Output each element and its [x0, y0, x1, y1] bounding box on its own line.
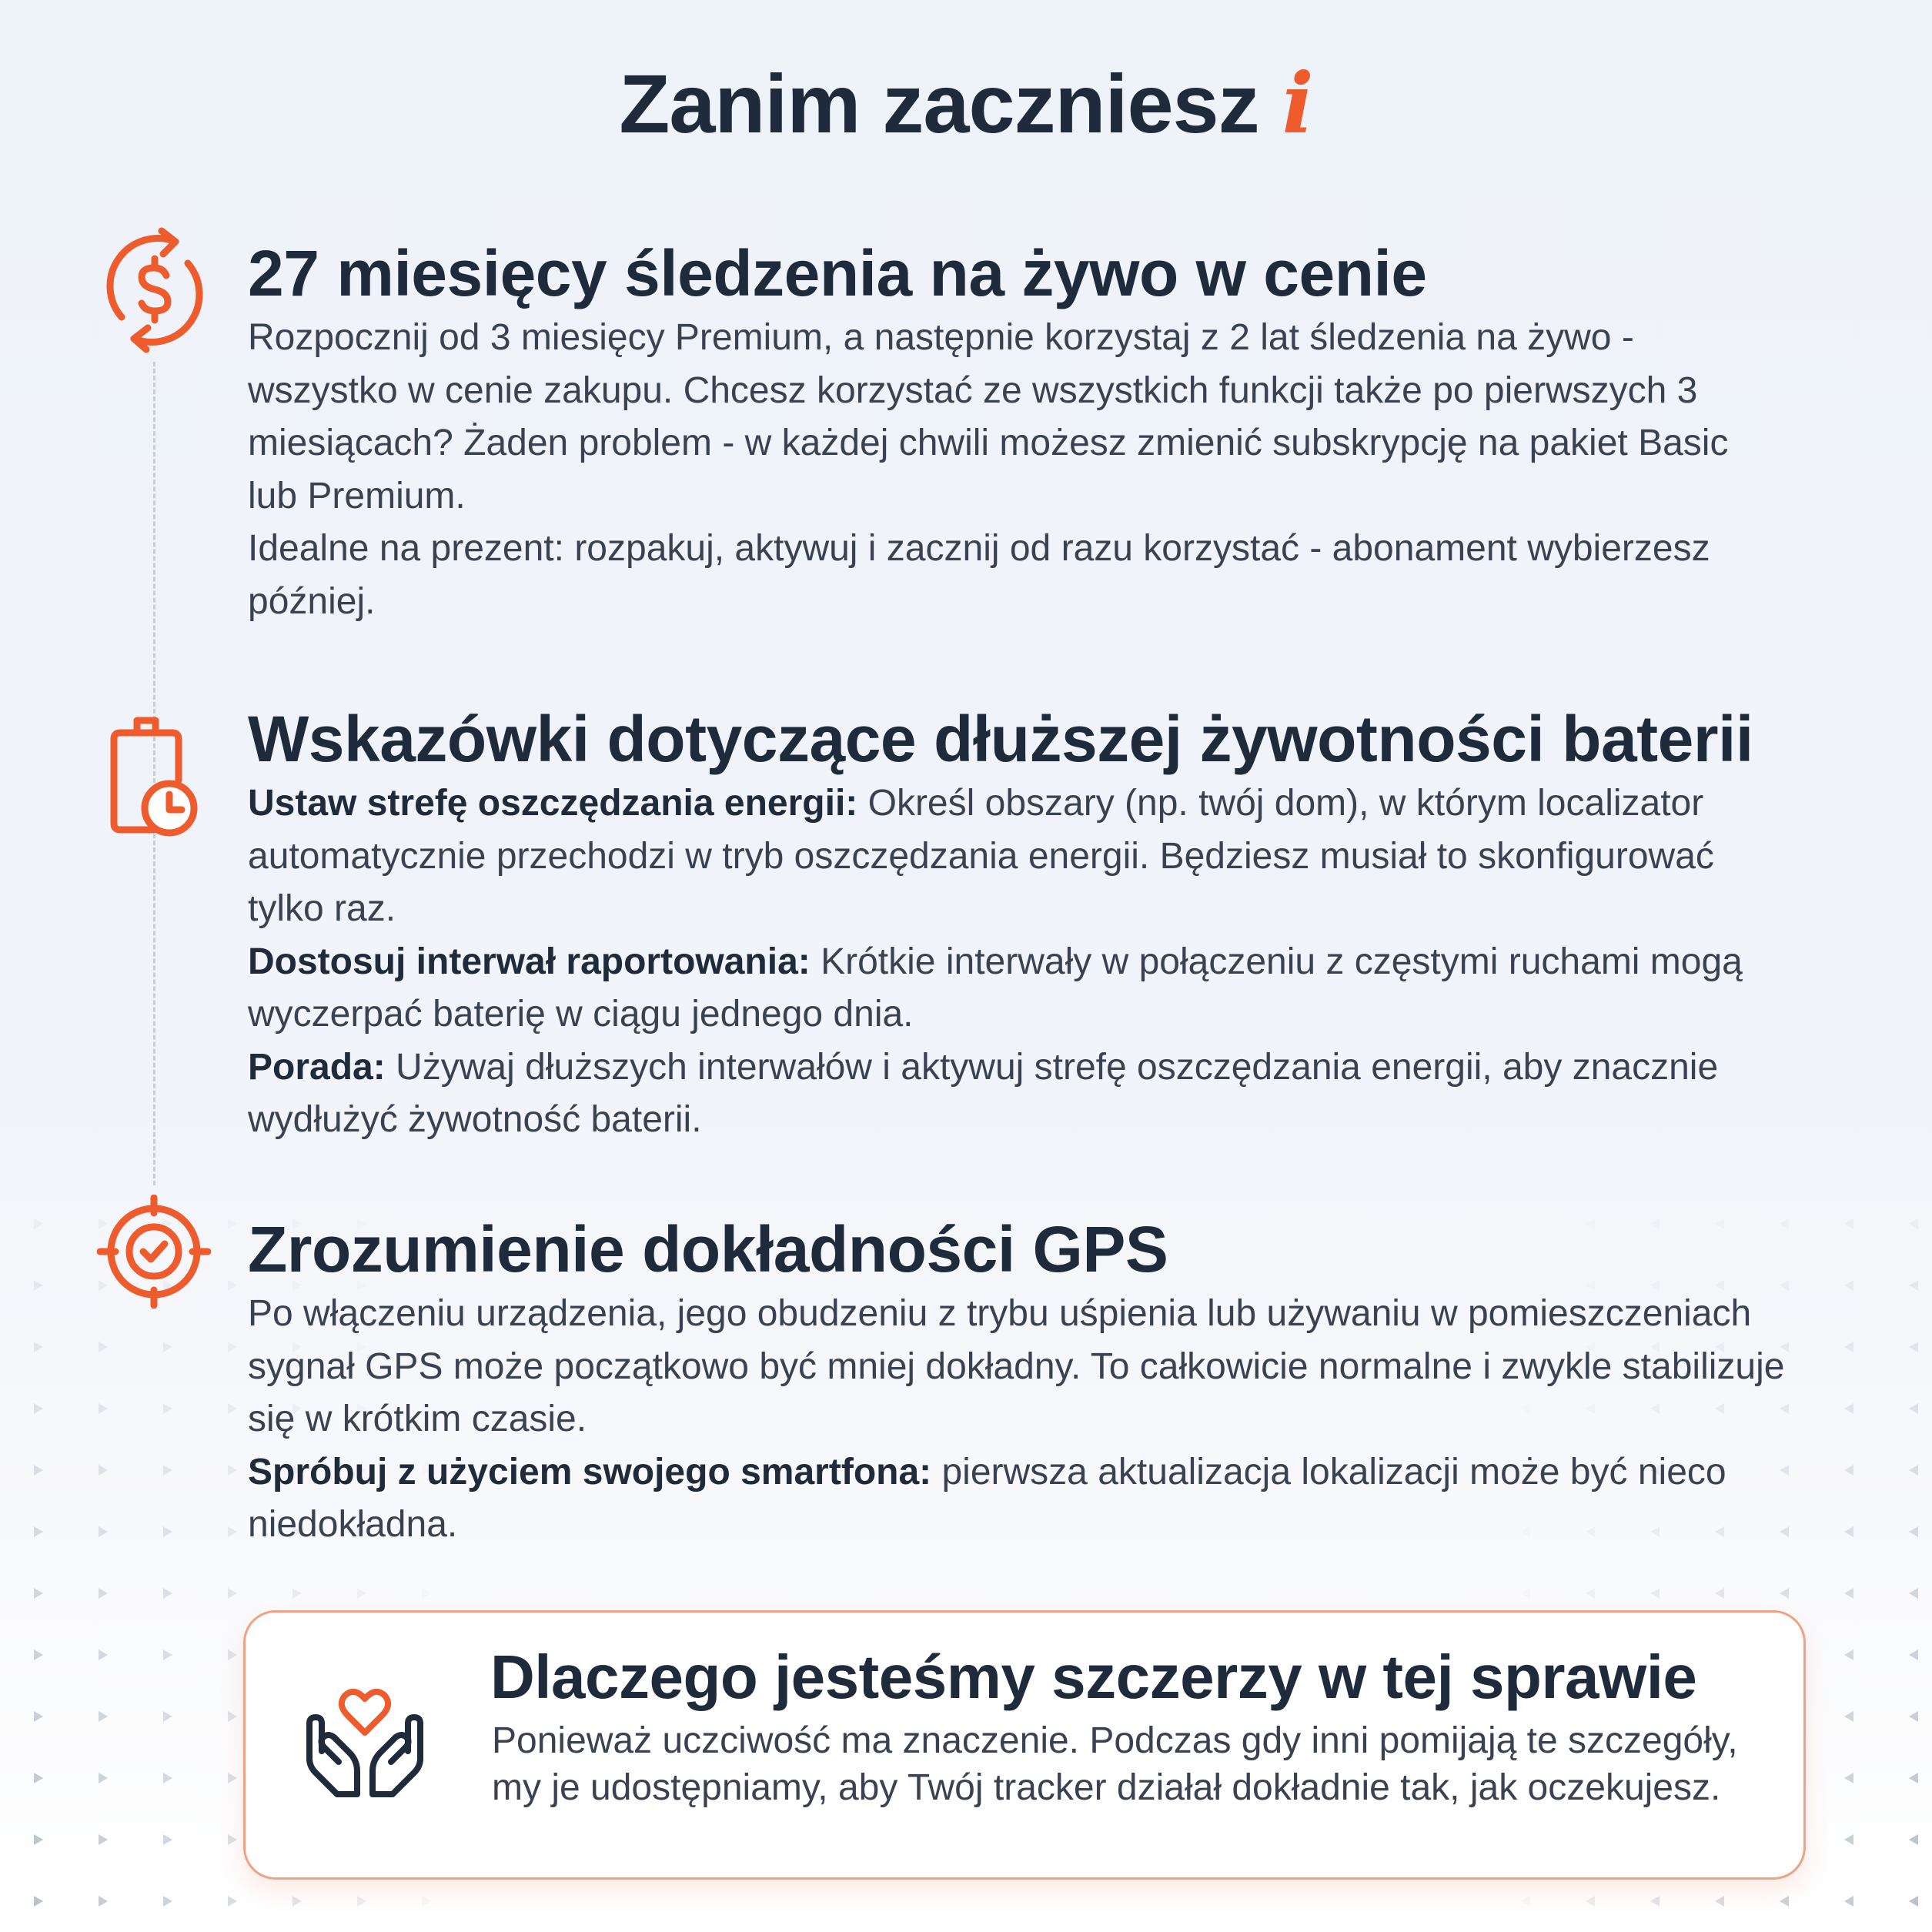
section-heading: Zrozumienie dokładności GPS [248, 1213, 1168, 1285]
honesty-card [243, 1610, 1806, 1880]
section-paragraph: Porada: Używaj dłuższych interwałów i aktywuj strefę oszczędzania energii, aby znacznie wydłużyć żywotność baterii. [248, 1046, 1719, 1140]
section-live-tracking [248, 235, 1787, 628]
section-paragraph: Spróbuj z użyciem swojego smartfona: pierwsza aktualizacja lokalizacji może być nieco niedokładna. [248, 1451, 1726, 1545]
section-paragraph: Ustaw strefę oszczędzania energii: Określ obszary (np. twój dom), w którym localizator automatycznie przechodzi w tryb oszczędzania energii. Będziesz musiał to skonfigurować tylko raz. [248, 783, 1714, 929]
section-paragraph: Idealne na prezent: rozpakuj, aktywuj i zacznij od razu korzystać - abonament wybierzesz później. [248, 528, 1710, 622]
section-heading: 27 miesięcy śledzenia na żywo w cenie [248, 237, 1427, 309]
battery-clock-icon [108, 716, 208, 839]
info-icon: i [1282, 55, 1313, 152]
section-battery-tips [248, 700, 1787, 1147]
section-gps-accuracy [248, 1211, 1787, 1552]
section-heading: Wskazówki dotyczące dłuższej żywotności baterii [248, 703, 1753, 775]
section-paragraph: Rozpocznij od 3 miesięcy Premium, a następnie korzystaj z 2 lat śledzenia na żywo - wszystko w cenie zakupu. Chcesz korzystać ze wszystkich funkcji także po pierwszych 3 miesiącach? Żaden problem - w każdej chwili możesz zmienić subskrypcję na pakiet Basic lub Premium. [248, 317, 1729, 516]
card-heading: Dlaczego jesteśmy szczerzy w tej sprawie [490, 1643, 1697, 1711]
section-paragraph: Po włączeniu urządzenia, jego obudzeniu z trybu uśpienia lub używaniu w pomieszczeniach sygnał GPS może początkowo być mniej dokładny. To całkowicie normalne i zwykle stabilizuje się w krótkim czasie. [248, 1293, 1785, 1439]
page-title [0, 54, 1932, 154]
target-check-icon [97, 1195, 211, 1309]
dollar-refresh-icon [99, 225, 211, 356]
card-text: Ponieważ uczciwość ma znaczenie. Podczas gdy inni pomijają te szczegóły, my je udostępniamy, aby Twój tracker działał dokładnie tak, jak oczekujesz. [492, 1720, 1738, 1808]
page-title-text: Zanim zaczniesz [619, 57, 1259, 150]
section-paragraph: Dostosuj interwał raportowania: Krótkie interwały w połączeniu z częstymi ruchami mogą wyczerpać baterię w ciągu jednego dnia. [248, 941, 1743, 1035]
heart-hands-icon [303, 1680, 426, 1803]
